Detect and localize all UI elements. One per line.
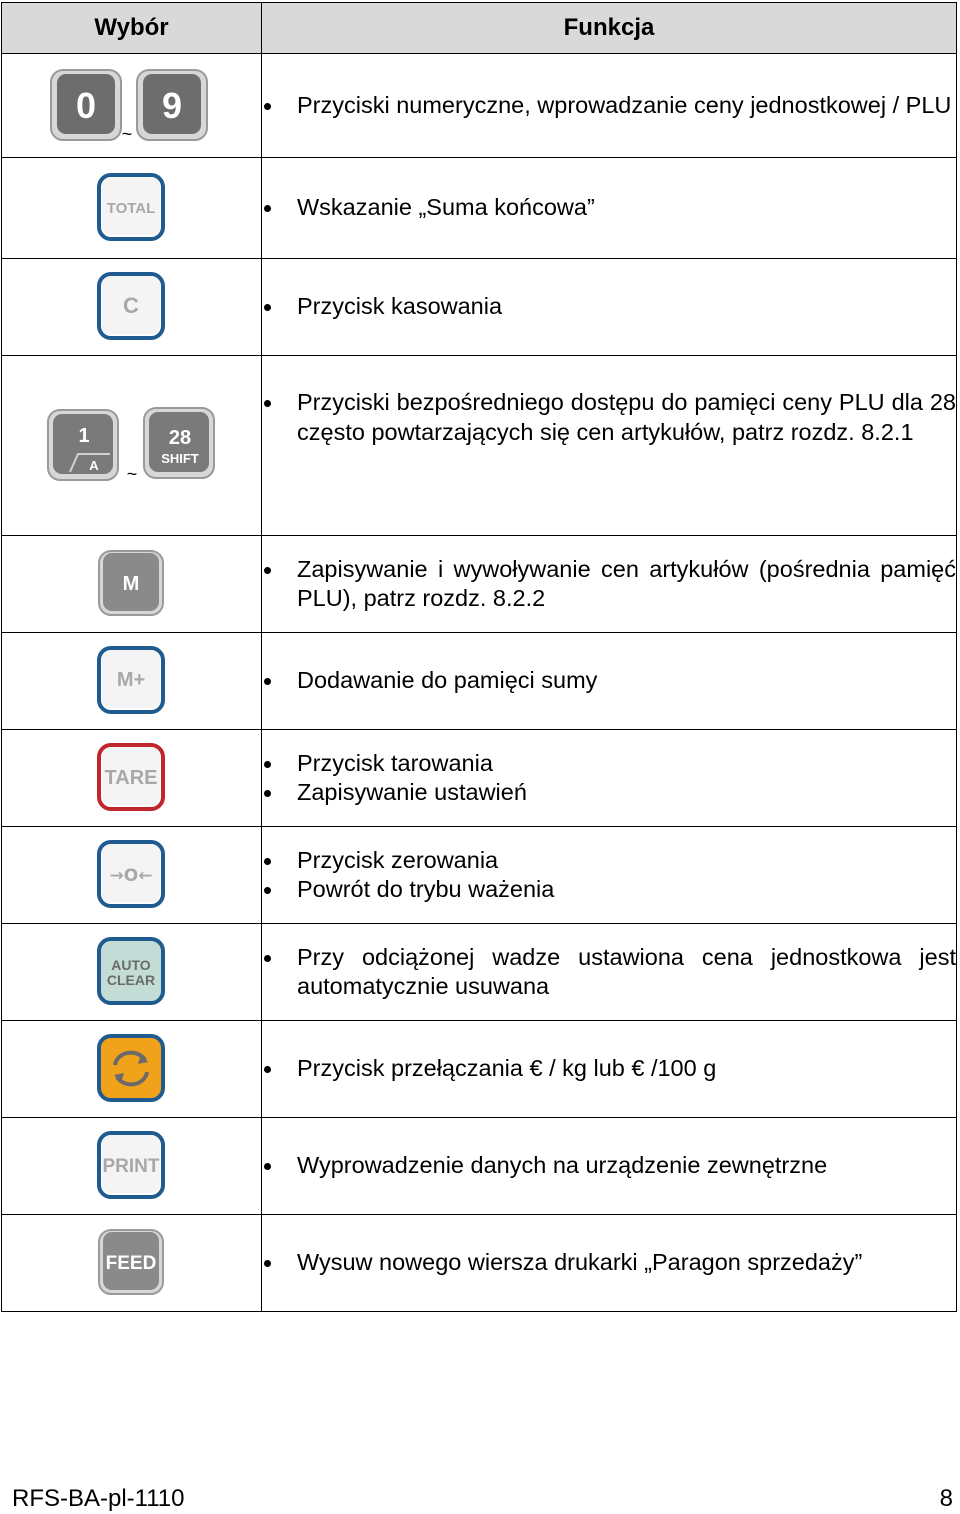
function-item: Przycisk tarowania bbox=[262, 749, 956, 779]
function-item: Zapisywanie i wywoływanie cen artykułów (pośrednia pamięć PLU), patrz rozdz. 8.2.2 bbox=[262, 555, 956, 614]
function-item: Przyciski bezpośredniego dostępu do pamięci ceny PLU dla 28 często powtarzających się cen artykułów, patrz rozdz. 8.2.1 bbox=[262, 388, 956, 447]
table-row bbox=[2, 633, 957, 730]
function-item: Przycisk zerowania bbox=[262, 846, 956, 876]
function-item: Przyciski numeryczne, wprowadzanie ceny jednostkowej / PLU bbox=[262, 91, 956, 121]
function-cell bbox=[262, 1118, 957, 1215]
key-cell bbox=[2, 1118, 262, 1215]
numeric-keys-icon bbox=[47, 66, 217, 146]
key-label: TOTAL bbox=[106, 200, 155, 217]
key-label: FEED bbox=[105, 1253, 156, 1274]
key-label: PRINT bbox=[102, 1156, 159, 1177]
key-label: M+ bbox=[116, 669, 145, 691]
key-label: CLEAR bbox=[106, 972, 155, 988]
key-sublabel: SHIFT bbox=[160, 450, 199, 466]
function-cell bbox=[262, 54, 957, 158]
total-key-icon bbox=[95, 171, 169, 245]
key-cell bbox=[2, 536, 262, 633]
table-row bbox=[2, 730, 957, 827]
tilde-symbol: ~ bbox=[126, 463, 137, 484]
header-select: Wybór bbox=[2, 3, 262, 54]
table-row bbox=[2, 259, 957, 356]
table-row bbox=[2, 1215, 957, 1312]
header-function: Funkcja bbox=[262, 3, 957, 54]
key-cell bbox=[2, 356, 262, 536]
key-cell bbox=[2, 1021, 262, 1118]
table-row bbox=[2, 158, 957, 259]
key-label: 28 bbox=[168, 426, 191, 449]
table-row bbox=[2, 536, 957, 633]
key-label: →O← bbox=[109, 866, 152, 886]
feed-key-icon bbox=[95, 1226, 169, 1300]
function-item: Wskazanie „Suma końcowa” bbox=[262, 193, 956, 223]
table-row bbox=[2, 54, 957, 158]
key-label: 0 bbox=[75, 84, 96, 126]
function-cell bbox=[262, 730, 957, 827]
memory-plus-key-icon bbox=[95, 644, 169, 718]
key-label: C bbox=[122, 293, 139, 318]
key-cell bbox=[2, 827, 262, 924]
refresh-arrows-key-icon bbox=[95, 1032, 169, 1106]
key-sublabel: A bbox=[88, 457, 99, 473]
auto-clear-key-icon bbox=[95, 935, 169, 1009]
function-cell bbox=[262, 827, 957, 924]
function-item: Powrót do trybu ważenia bbox=[262, 875, 956, 905]
function-cell bbox=[262, 158, 957, 259]
clear-key-icon bbox=[95, 270, 169, 344]
function-item: Przycisk przełączania € / kg lub € /100 g bbox=[262, 1054, 956, 1084]
function-cell bbox=[262, 536, 957, 633]
key-label: 1 bbox=[77, 424, 90, 447]
plu-direct-keys-icon bbox=[44, 406, 220, 486]
tare-key-icon bbox=[95, 741, 169, 815]
key-cell bbox=[2, 924, 262, 1021]
key-cell bbox=[2, 633, 262, 730]
function-cell bbox=[262, 259, 957, 356]
table-header-row bbox=[2, 3, 957, 54]
function-item: Dodawanie do pamięci sumy bbox=[262, 666, 956, 696]
key-function-table bbox=[1, 2, 957, 1312]
table-row bbox=[2, 827, 957, 924]
key-label: M bbox=[122, 573, 139, 595]
zero-key-icon bbox=[95, 838, 169, 912]
function-cell bbox=[262, 1021, 957, 1118]
table-row bbox=[2, 924, 957, 1021]
key-label: AUTO bbox=[110, 957, 151, 973]
function-cell bbox=[262, 924, 957, 1021]
table-row bbox=[2, 1118, 957, 1215]
function-item: Przycisk kasowania bbox=[262, 292, 956, 322]
table-row bbox=[2, 1021, 957, 1118]
function-item: Zapisywanie ustawień bbox=[262, 778, 956, 808]
tilde-symbol: ~ bbox=[121, 123, 132, 144]
table-row bbox=[2, 356, 957, 536]
memory-key-icon bbox=[95, 547, 169, 621]
key-cell bbox=[2, 54, 262, 158]
key-label: TARE bbox=[104, 767, 157, 789]
function-item: Wysuw nowego wiersza drukarki „Paragon sprzedaży” bbox=[262, 1248, 956, 1278]
function-cell bbox=[262, 1215, 957, 1312]
function-cell bbox=[262, 356, 957, 536]
function-item: Przy odciążonej wadze ustawiona cena jednostkowa jest automatycznie usuwana bbox=[262, 943, 956, 1002]
key-label: 9 bbox=[161, 84, 182, 126]
key-cell bbox=[2, 158, 262, 259]
function-cell bbox=[262, 633, 957, 730]
function-item: Wyprowadzenie danych na urządzenie zewnętrzne bbox=[262, 1151, 956, 1181]
key-cell bbox=[2, 730, 262, 827]
key-cell bbox=[2, 1215, 262, 1312]
page-number: 8 bbox=[939, 1485, 953, 1512]
document-code: RFS-BA-pl-1110 bbox=[12, 1485, 185, 1512]
print-key-icon bbox=[95, 1129, 169, 1203]
key-cell bbox=[2, 259, 262, 356]
